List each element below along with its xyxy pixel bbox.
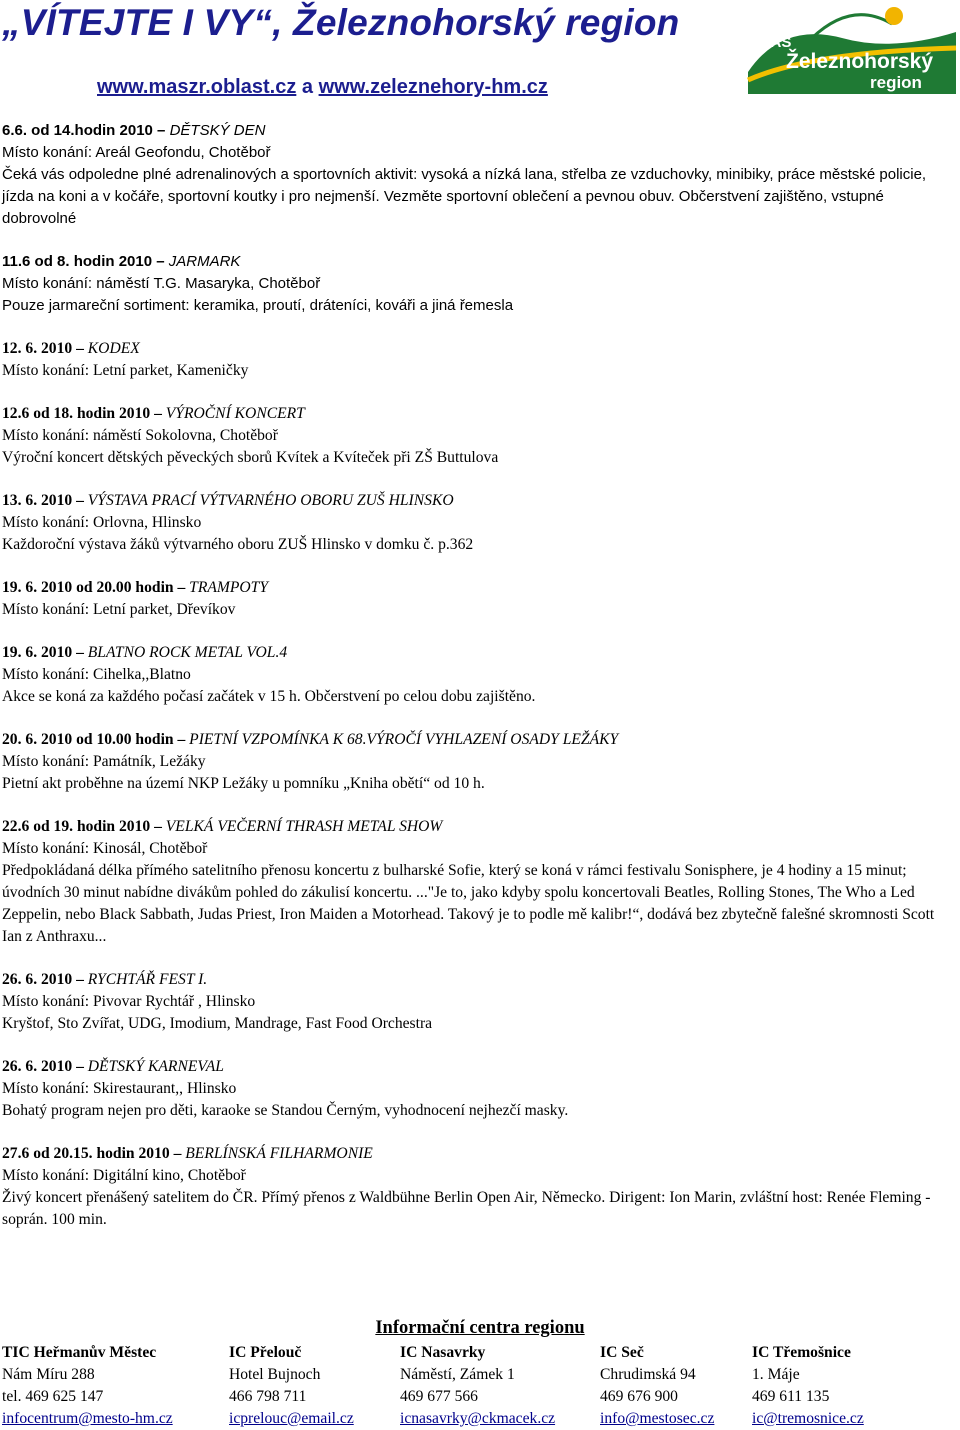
event-description: Pouze jarmareční sortiment: keramika, proutí, dráteníci, kováři a jiná řemesla [2,297,514,314]
event-name: VÝSTAVA PRACÍ VÝTVARNÉHO OBORU ZUŠ HLINSKO [87,492,454,509]
info-center-phone: 469 677 566 [400,1388,478,1405]
info-center-name: IC Nasavrky [400,1344,486,1361]
event-name: BLATNO ROCK METAL VOL.4 [87,644,288,661]
event-name: TRAMPOTY [189,579,269,596]
event-date: 13. 6. 2010 – [2,492,84,509]
info-center-name: IC Přelouč [229,1344,302,1361]
info-center-hermanuv-mestec [2,1342,173,1430]
event-date: 27.6 od 20.15. hodin 2010 – [2,1145,182,1162]
event-venue: Místo konání: Orlovna, Hlinsko [2,514,202,531]
event-date: 26. 6. 2010 – [2,1058,84,1075]
event-venue: Místo konání: Skirestaurant,, Hlinsko [2,1080,237,1097]
event-venue: Místo konání: Pivovar Rychtář , Hlinsko [2,993,256,1010]
event-item [2,338,957,382]
info-center-address: Chrudimská 94 [600,1366,696,1383]
event-item [2,1056,957,1122]
website-link-zeleznehory[interactable]: www.zeleznehory-hm.cz [318,76,548,98]
info-center-nasavrky [400,1342,555,1430]
event-item [2,969,957,1035]
event-venue: Místo konání: Digitální kino, Chotěboř [2,1167,246,1184]
event-name: RYCHTÁŘ FEST I. [87,971,208,988]
event-date: 12.6 od 18. hodin 2010 – [2,405,162,422]
event-description: Pietní akt proběhne na území NKP Ležáky u pomníku „Kniha obětí“ od 10 h. [2,775,485,792]
event-item [2,729,957,795]
info-center-prelouc [229,1342,354,1430]
logo-text-mas: MAS [758,34,792,51]
website-link-maszr[interactable]: www.maszr.oblast.cz [97,76,297,98]
event-venue: Místo konání: náměstí Sokolovna, Chotěboř [2,427,278,444]
event-venue: Místo konání: Letní parket, Kameničky [2,362,249,379]
event-name: DĚTSKÝ DEN [169,122,266,139]
info-center-name: IC Seč [600,1344,644,1361]
page-title: „VÍTEJTE I VY“, Železnohorský region [2,2,680,43]
event-description: Výroční koncert dětských pěveckých sborů Kvítek a Kvíteček při ZŠ Buttulova [2,449,499,466]
event-list [2,120,957,1252]
event-item [2,816,957,948]
event-date: 19. 6. 2010 od 20.00 hodin – [2,579,186,596]
info-center-address: Hotel Bujnoch [229,1366,321,1383]
event-description: Každoroční výstava žáků výtvarného oboru ZUŠ Hlinsko v domku č. p.362 [2,536,474,553]
info-center-phone: 466 798 711 [229,1388,307,1405]
info-center-address: 1. Máje [752,1366,800,1383]
info-center-name: IC Třemošnice [752,1344,851,1361]
info-centers-title: Informační centra regionu [375,1318,585,1338]
event-name: DĚTSKÝ KARNEVAL [87,1058,224,1075]
info-center-email-link[interactable]: icprelouc@email.cz [229,1410,354,1427]
event-venue: Místo konání: Cihelka,,Blatno [2,666,191,683]
event-venue: Místo konání: náměstí T.G. Masaryka, Chotěboř [2,275,321,292]
info-center-email-link[interactable]: info@mestosec.cz [600,1410,715,1427]
info-center-address: Nám Míru 288 [2,1366,95,1383]
info-center-email-link[interactable]: icnasavrky@ckmacek.cz [400,1410,556,1427]
event-venue: Místo konání: Kinosál, Chotěboř [2,840,208,857]
event-name: VÝROČNÍ KONCERT [165,405,305,422]
event-description: Předpokládaná délka přímého satelitního přenosu koncertu z bulharské Sofie, který se koná v rámci festivalu Sonisphere, je 4 hodiny a 15 minut; úvodních 30 minut nabídne divákům pohled do zákulisí koncertu. ..."Je to, jako kdyby spolu koncertovali Beatles, Rolling Stones, The Who a Led Zeppelin, nebo Black Sabbath, Judas Priest, Iron Maiden a Motorhead. Takový je to podle mě kalibr!“, dodává bez zbytečně falešné skromnosti Scott Ian z Anthraxu... [2,862,935,945]
event-date: 11.6 od 8. hodin 2010 – [2,253,165,270]
info-center-sec [600,1342,714,1430]
event-description: Akce se koná za každého počasí začátek v 15 h. Občerstvení po celou dobu zajištěno. [2,688,536,705]
info-center-email-link[interactable]: ic@tremosnice.cz [752,1410,864,1427]
info-center-email-link[interactable]: infocentrum@mesto-hm.cz [2,1410,173,1427]
event-name: VELKÁ VEČERNÍ THRASH METAL SHOW [165,818,443,835]
event-date: 6.6. od 14.hodin 2010 – [2,122,166,139]
event-name: PIETNÍ VZPOMÍNKA K 68.VÝROČÍ VYHLAZENÍ OSADY LEŽÁKY [189,731,619,748]
event-date: 20. 6. 2010 od 10.00 hodin – [2,731,186,748]
info-center-address: Náměstí, Zámek 1 [400,1366,515,1383]
event-date: 26. 6. 2010 – [2,971,84,988]
event-venue: Místo konání: Letní parket, Dřevíkov [2,601,236,618]
event-item [2,490,957,556]
event-item [2,120,957,230]
event-description: Živý koncert přenášený satelitem do ČR. Přímý přenos z Waldbühne Berlin Open Air, Německo. Dirigent: Ion Marin, zvláštní host: Renée Fleming - soprán. 100 min. [2,1189,931,1228]
event-date: 12. 6. 2010 – [2,340,84,357]
info-center-tremosnice [752,1342,864,1430]
event-item [2,403,957,469]
event-name: KODEX [87,340,140,357]
logo-text-name: Železnohorský [786,50,934,73]
event-item [2,1143,957,1231]
sun-icon [885,7,903,25]
mas-logo [722,2,958,94]
info-center-phone: 469 676 900 [600,1388,678,1405]
event-description: Čeká vás odpoledne plné adrenalinových a sportovních aktivit: vysoká a nízká lana, střelba ze vzduchovky, minibiky, práce městské policie, jízda na koni a v kočáře, sportovní koutky i pro nejmenší. Vezměte sportovní oblečení a pevnou obuv. Občerstvení zajištěno, vstupné dobrovolné [2,166,927,227]
event-name: BERLÍNSKÁ FILHARMONIE [185,1145,373,1162]
event-item [2,642,957,708]
info-center-name: TIC Heřmanův Městec [2,1344,157,1361]
event-description: Bohatý program nejen pro děti, karaoke se Standou Černým, vyhodnocení nejhezčí masky. [2,1102,569,1119]
event-item [2,251,957,317]
event-item [2,577,957,621]
event-venue: Místo konání: Památník, Ležáky [2,753,206,770]
event-venue: Místo konání: Areál Geofondu, Chotěboř [2,144,271,161]
info-center-phone: tel. 469 625 147 [2,1388,104,1405]
website-links [97,76,548,99]
info-center-phone: 469 611 135 [752,1388,830,1405]
logo-text-region: region [870,73,922,92]
event-description: Kryštof, Sto Zvířat, UDG, Imodium, Mandrage, Fast Food Orchestra [2,1015,433,1032]
event-date: 22.6 od 19. hodin 2010 – [2,818,162,835]
event-date: 19. 6. 2010 – [2,644,84,661]
url-separator: a [301,76,314,98]
event-name: JARMARK [168,253,241,270]
